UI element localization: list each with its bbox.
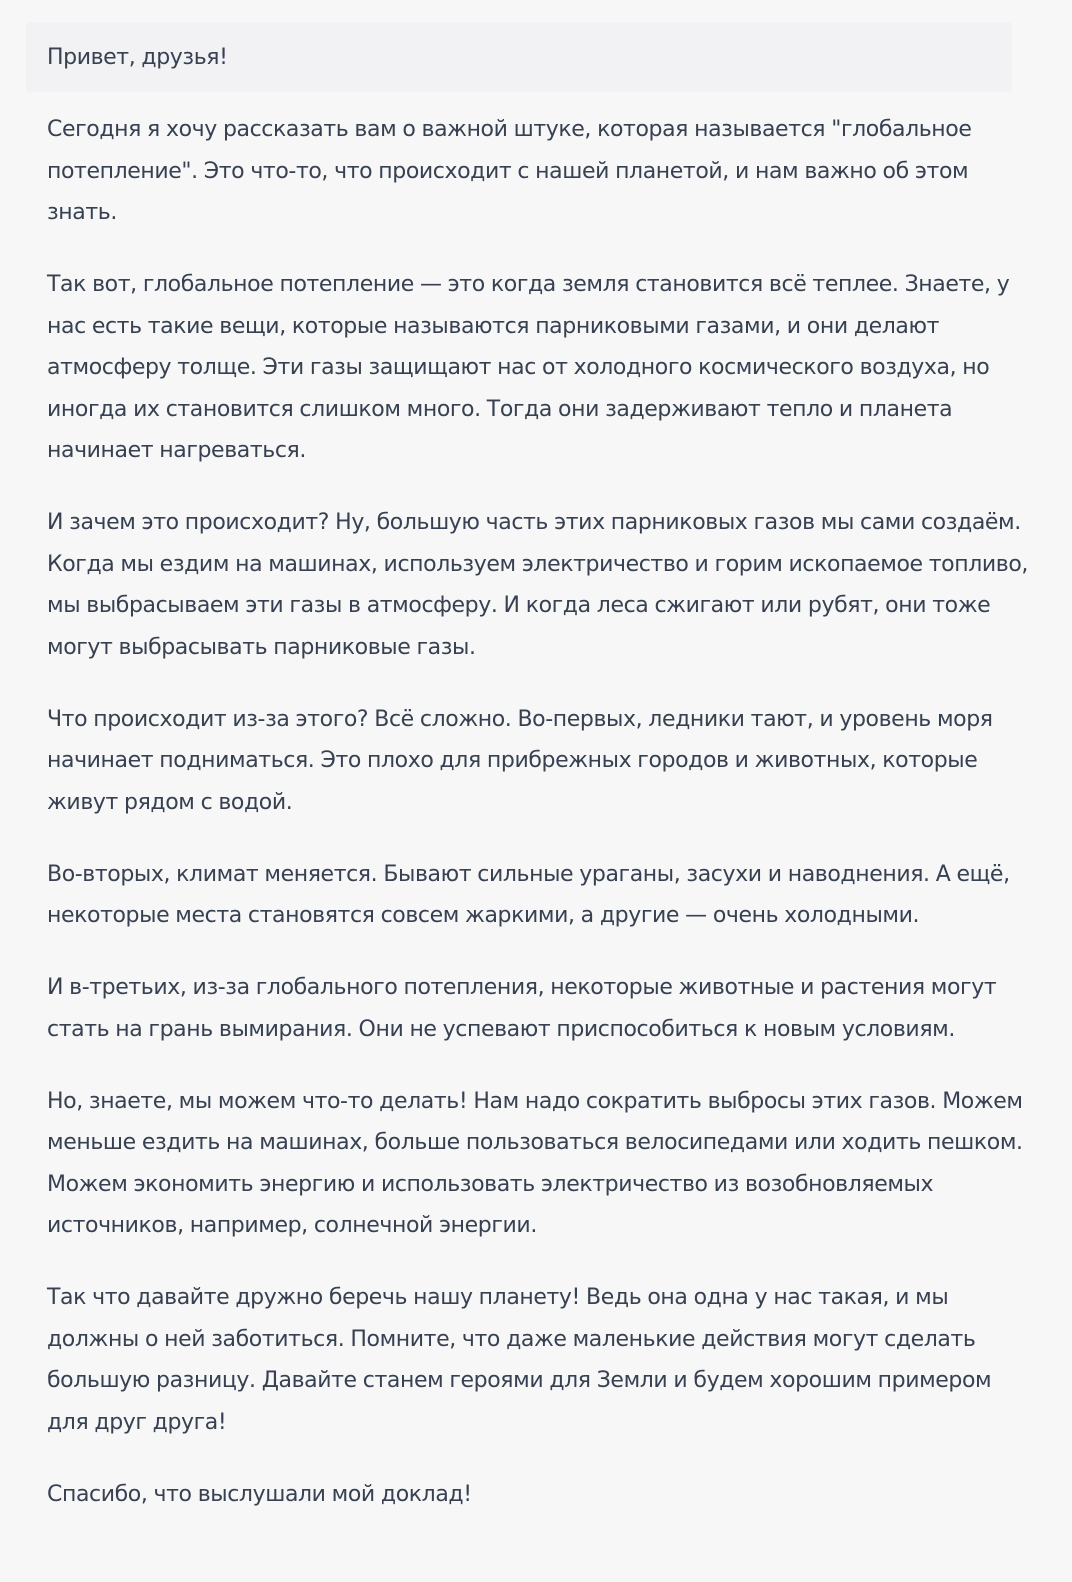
paragraph-solutions: Но, знаете, мы можем что-то делать! Нам надо сократить выбросы этих газов. Можем меньше ездить на машинах, больше пользоваться велосипедами или ходить пешком. Можем экономить энергию и использовать электричество из возобновляемых источников, например, солнечной энергии.	[47, 1088, 1023, 1238]
paragraph-definition: Так вот, глобальное потепление — это когда земля становится всё теплее. Знаете, у нас есть такие вещи, которые называются парниковыми газами, и они делают атмосферу толще. Эти газы защищают нас от холодного космического воздуха, но иногда их становится слишком много. Тогда они задерживают тепло и планета начинает нагреваться.	[47, 272, 1010, 463]
paragraph-intro: Сегодня я хочу рассказать вам о важной штуке, которая называется "глобальное потепление". Это что-то, что происходит с нашей планетой, и нам важно об этом знать.	[47, 117, 972, 225]
paragraph-effects-second: Во-вторых, климат меняется. Бывают сильные ураганы, засухи и наводнения. А ещё, некоторые места становятся совсем жаркими, а другие — очень холодными.	[47, 861, 1010, 928]
paragraph-closing: Спасибо, что выслушали мой доклад!	[47, 1481, 472, 1507]
paragraph-greeting: Привет, друзья!	[47, 45, 228, 70]
paragraph-effects-first: Что происходит из-за этого? Всё сложно. Во-первых, ледники тают, и уровень моря начинает подниматься. Это плохо для прибрежных городов и животных, которые живут рядом с водой.	[47, 706, 993, 815]
paragraph-call-to-action: Так что давайте дружно беречь нашу планету! Ведь она одна у нас такая, и мы должны о ней заботиться. Помните, что даже маленькие действия могут сделать большую разницу. Давайте станем героями для Земли и будем хорошим примером для друг друга!	[47, 1285, 992, 1435]
message-body	[47, 37, 1032, 1515]
paragraph-causes: И зачем это происходит? Ну, большую часть этих парниковых газов мы сами создаём. Когда мы ездим на машинах, используем электричество и горим ископаемое топливо, мы выбрасываем эти газы в атмосферу. И когда леса сжигают или рубят, они тоже могут выбрасывать парниковые газы.	[47, 510, 1028, 660]
paragraph-effects-third: И в-третьих, из-за глобального потепления, некоторые животные и растения могут стать на грань вымирания. Они не успевают приспособиться к новым условиям.	[47, 975, 997, 1042]
